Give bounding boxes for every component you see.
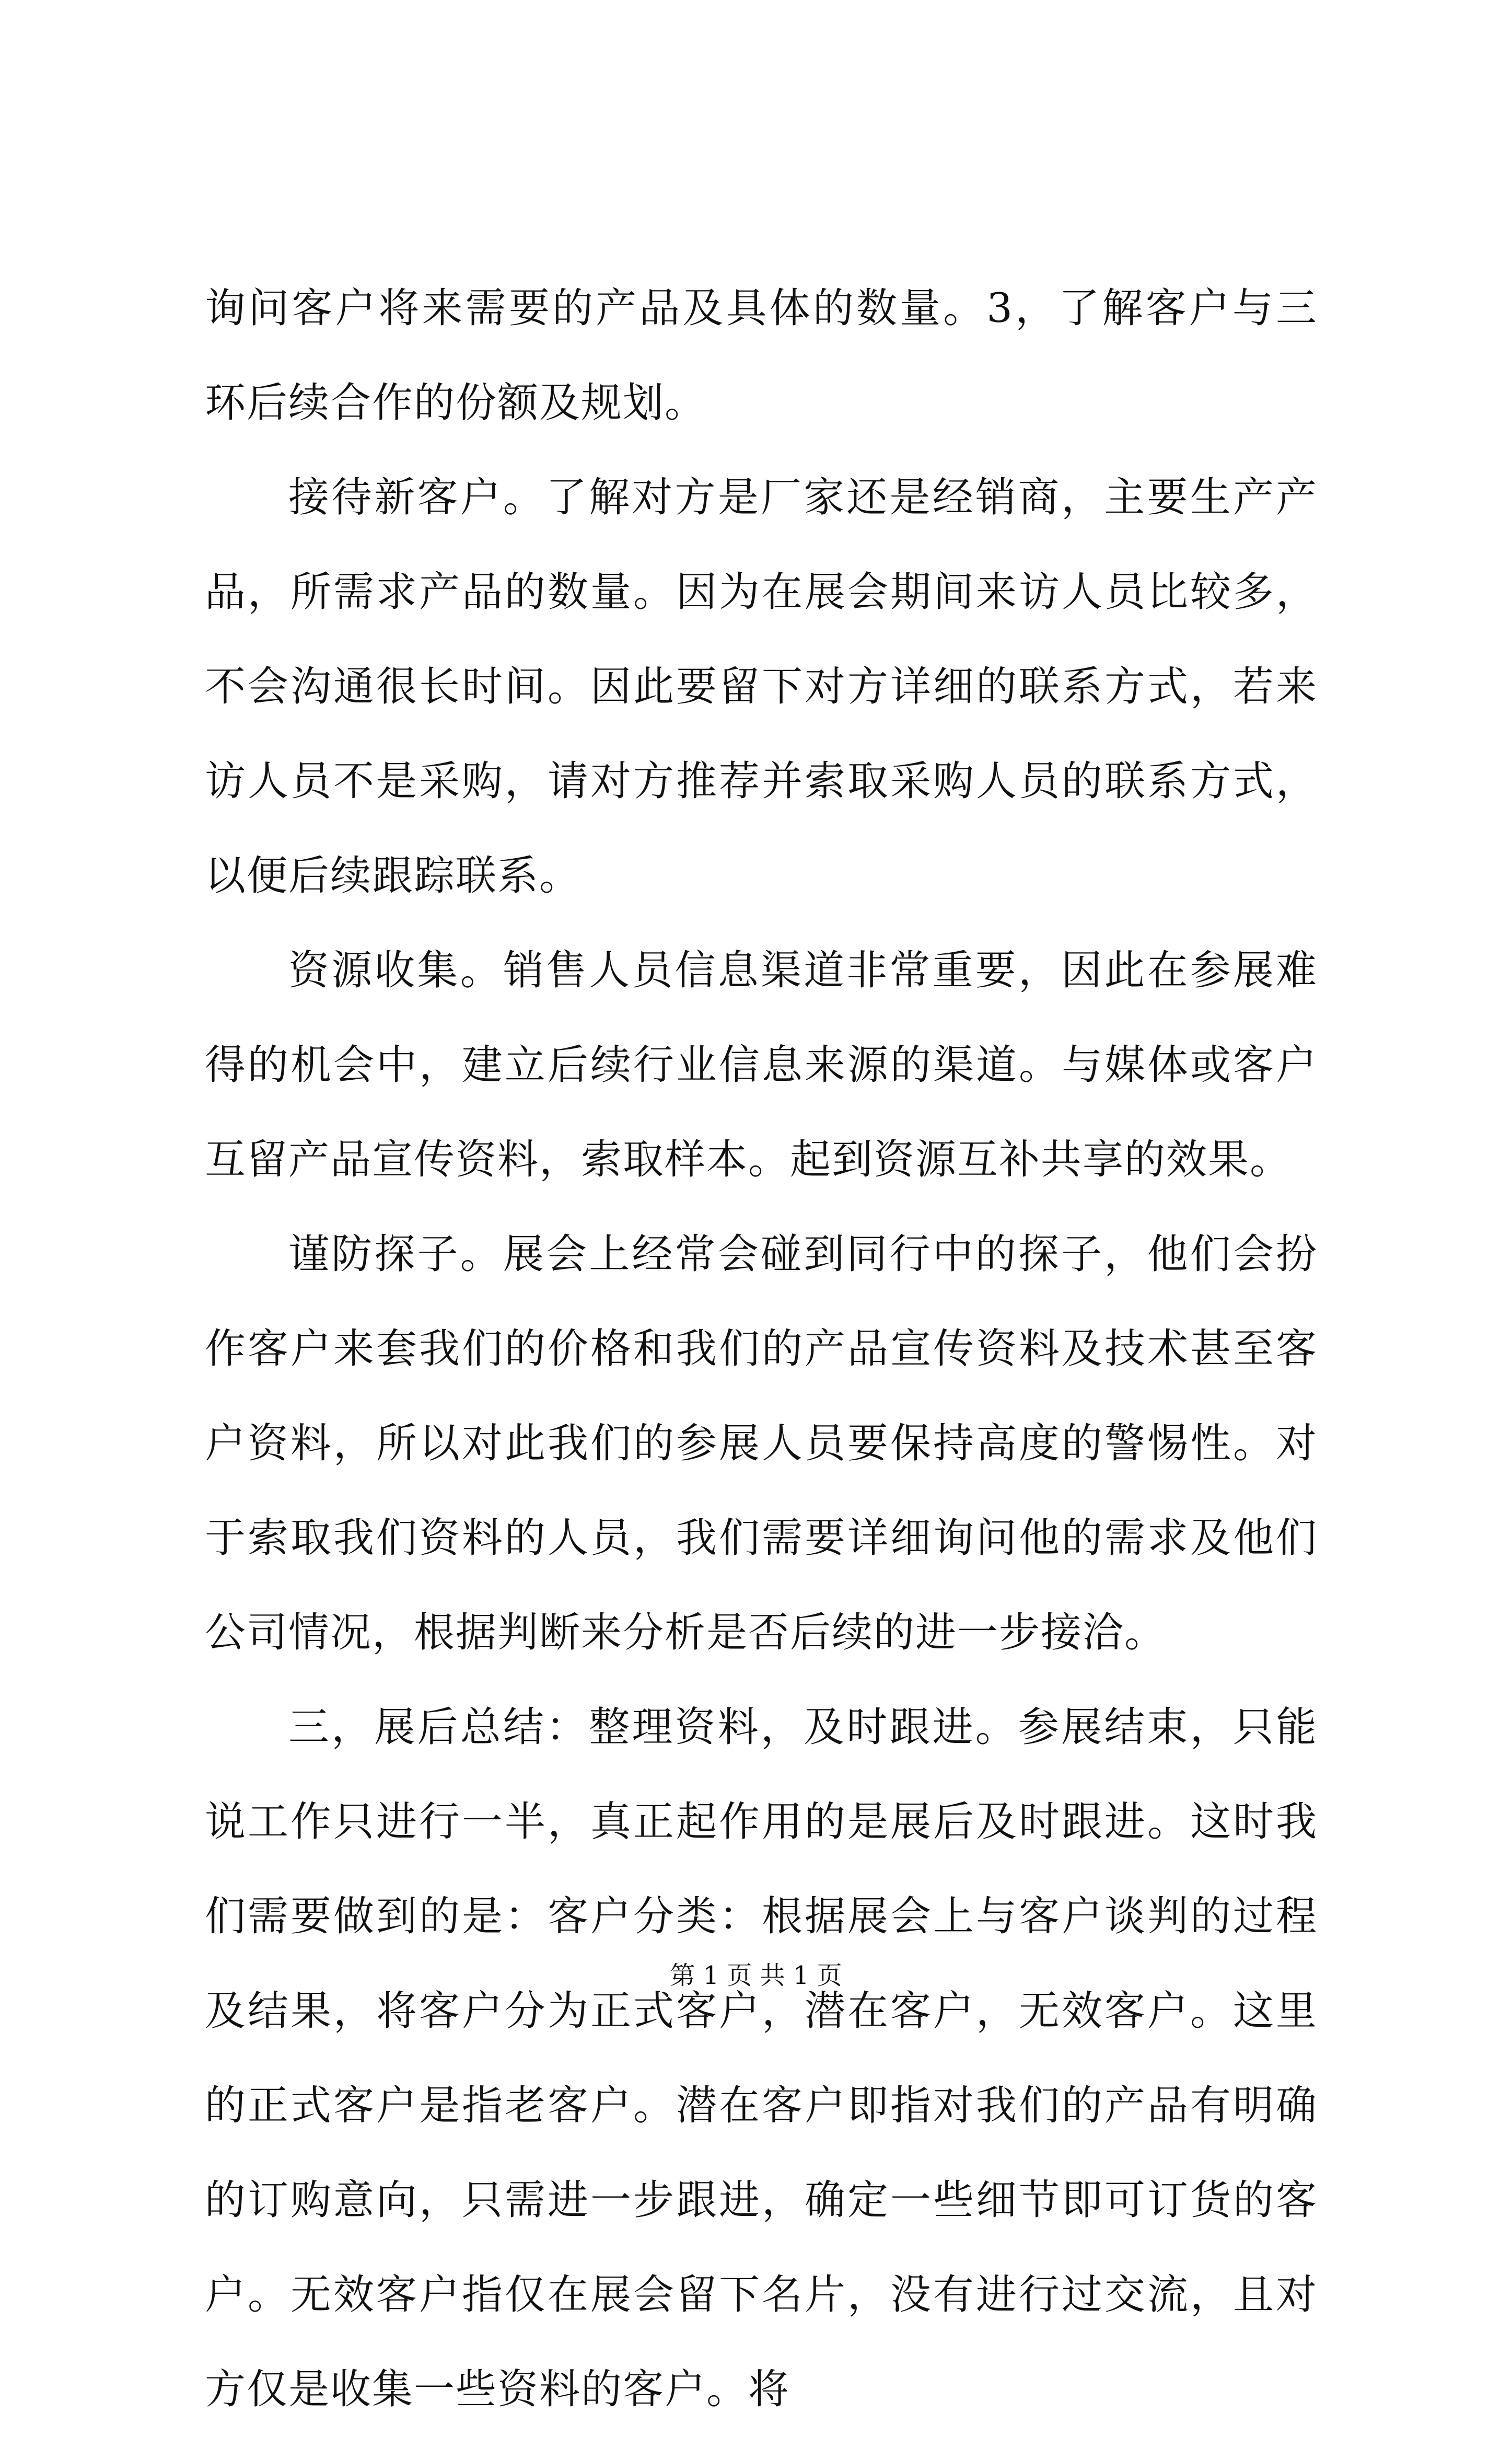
page-footer: 第 1 页 共 1 页 — [670, 1961, 842, 1990]
paragraph-1: 询问客户将来需要的产品及具体的数量。3，了解客户与三环后续合作的份额及规划。 — [205, 285, 1318, 426]
paragraph-3: 资源收集。销售人员信息渠道非常重要，因此在参展难得的机会中，建立后续行业信息来源的渠道。与媒体或客户互留产品宣传资料，索取样本。起到资源互补共享的效果。 — [205, 947, 1318, 1183]
document-body — [205, 261, 1318, 2437]
paragraph-5: 三，展后总结：整理资料，及时跟进。参展结束，只能说工作只进行一半，真正起作用的是展后及时跟进。这时我们需要做到的是：客户分类：根据展会上与客户谈判的过程及结果，将客户分为正式客户，潜在客户，无效客户。这里的正式客户是指老客户。潜在客户即指对我们的产品有明确的订购意向，只需进一步跟进，确定一些细节即可订货的客户。无效客户指仅在展会留下名片，没有进行过交流，且对方仅是收集一些资料的客户。将 — [205, 1704, 1318, 2413]
paragraph-2: 接待新客户。了解对方是厂家还是经销商，主要生产产品，所需求产品的数量。因为在展会期间来访人员比较多，不会沟通很长时间。因此要留下对方详细的联系方式，若来访人员不是采购，请对方推荐并索取采购人员的联系方式，以便后续跟踪联系。 — [205, 474, 1318, 899]
paragraph-4: 谨防探子。展会上经常会碰到同行中的探子，他们会扮作客户来套我们的价格和我们的产品宣传资料及技术甚至客户资料，所以对此我们的参展人员要保持高度的警惕性。对于索取我们资料的人员，我们需要详细询问他的需求及他们公司情况，根据判断来分析是否后续的进一步接洽。 — [205, 1231, 1318, 1656]
